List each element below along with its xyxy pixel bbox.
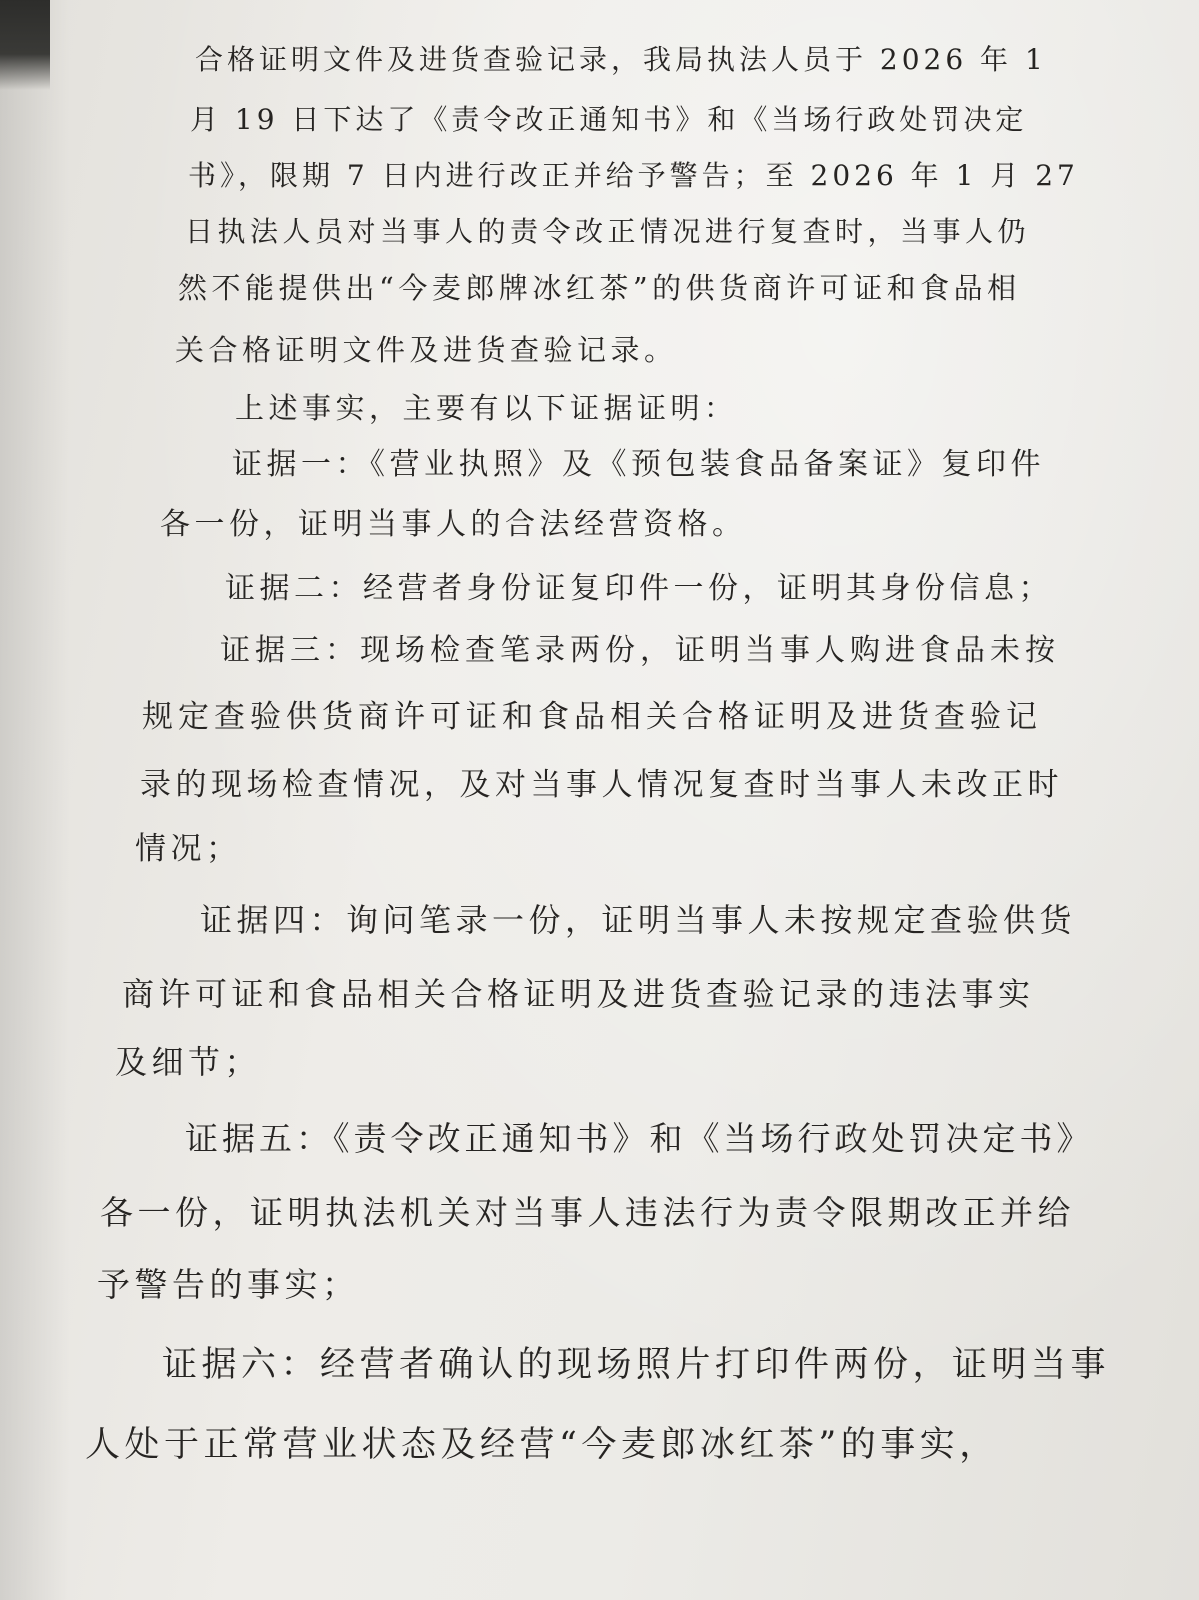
text-line-10: 证据二：经营者身份证复印件一份，证明其身份信息； <box>225 571 1053 606</box>
text-line-3: 书》，限期 7 日内进行改正并给予警告；至 2026 年 1 月 27 <box>188 159 1079 192</box>
text-line-17: 及细节； <box>115 1043 262 1081</box>
text-line-11: 证据三：现场检查笔录两份，证明当事人购进食品未按 <box>220 633 1060 668</box>
text-line-15: 证据四：询问笔录一份，证明当事人未按规定查验供货 <box>200 901 1077 939</box>
text-line-7: 上述事实，主要有以下证据证明： <box>235 391 738 425</box>
text-line-2: 月 19 日下达了《责令改正通知书》和《当场行政处罚决定 <box>190 103 1028 136</box>
text-line-13: 录的现场检查情况，及对当事人情况复查时当事人未改正时 <box>140 767 1063 803</box>
text-line-16: 商许可证和食品相关合格证明及进货查验记录的违法事实 <box>122 975 1035 1013</box>
text-line-19: 各一份，证明执法机关对当事人违法行为责令限期改正并给 <box>100 1193 1075 1232</box>
text-line-21: 证据六：经营者确认的现场照片打印件两份，证明当事 <box>162 1345 1111 1385</box>
text-line-6: 关合格证明文件及进货查验记录。 <box>175 333 678 367</box>
text-line-18: 证据五：《责令改正通知书》和《当场行政处罚决定书》 <box>185 1119 1094 1158</box>
page-corner-shadow <box>0 0 50 90</box>
text-line-1: 合格证明文件及进货查验记录，我局执法人员于 2026 年 1 <box>195 43 1047 76</box>
text-line-9: 各一份，证明当事人的合法经营资格。 <box>160 507 747 542</box>
text-line-22: 人处于正常营业状态及经营“今麦郎冰红茶”的事实， <box>85 1425 999 1465</box>
page-edge-shadow <box>0 0 70 1600</box>
text-line-12: 规定查验供货商许可证和食品相关合格证明及进货查验记 <box>142 699 1042 735</box>
text-line-14: 情况； <box>135 831 242 867</box>
text-line-8: 证据一：《营业执照》及《预包装食品备案证》复印件 <box>232 447 1045 482</box>
text-line-20: 予警告的事实； <box>97 1265 360 1304</box>
text-line-5: 然不能提供出“今麦郎牌冰红茶”的供货商许可证和食品相 <box>178 271 1021 305</box>
text-line-4: 日执法人员对当事人的责令改正情况进行复查时，当事人仍 <box>185 215 1031 248</box>
